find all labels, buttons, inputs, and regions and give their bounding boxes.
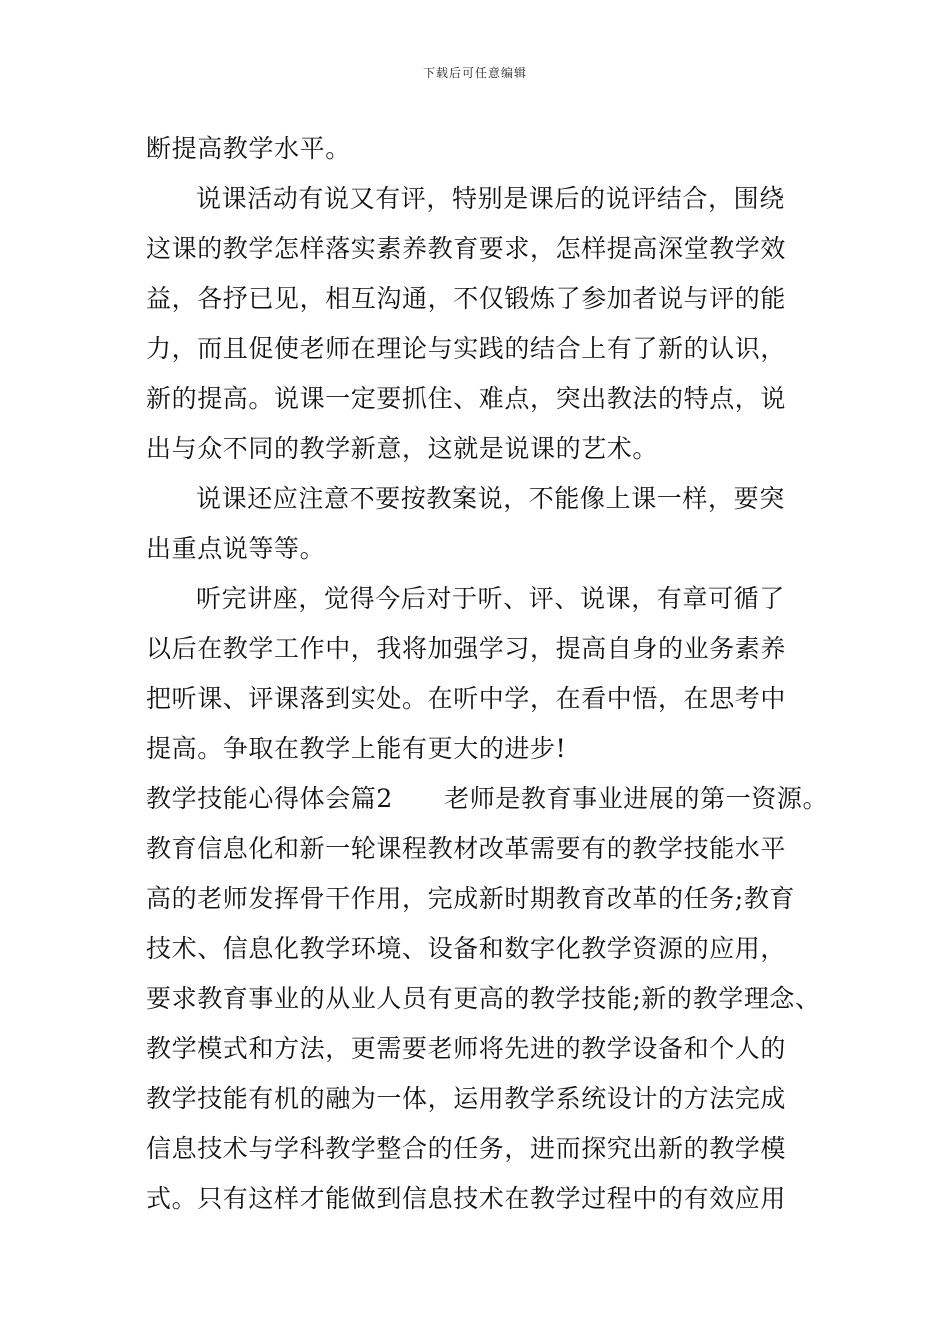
body-line: 出重点说等等。 [146, 534, 326, 563]
section-heading-line: 教学技能心得体会篇2 老师是教育事业进展的第一资源。 [146, 784, 829, 813]
body-line: 出与众不同的教学新意，这就是说课的艺术。 [146, 434, 659, 463]
page-header: 下载后可任意编辑 [422, 66, 527, 80]
paragraph-first-line: 说课还应注意不要按教案说，不能像上课一样，要突 [196, 484, 785, 513]
body-line: 新的提高。说课一定要抓住、难点，突出教法的特点，说 [146, 384, 787, 413]
paragraph-first-line: 听完讲座，觉得今后对于听、评、说课，有章可循了 [196, 584, 785, 613]
body-line: 这课的教学怎样落实素养教育要求，怎样提高深堂教学效 [146, 234, 787, 263]
body-line: 把听课、评课落到实处。在听中学，在看中悟，在思考中 [146, 684, 787, 713]
body-line: 断提高教学水平。 [146, 134, 351, 163]
body-line: 式。只有这样才能做到信息技术在教学过程中的有效应用 [146, 1184, 787, 1213]
body-line: 信息技术与学科教学整合的任务，进而探究出新的教学模 [146, 1134, 787, 1163]
body-line: 以后在教学工作中，我将加强学习，提高自身的业务素养 [146, 634, 787, 663]
body-line: 教学模式和方法，更需要老师将先进的教学设备和个人的 [146, 1034, 787, 1063]
body-line: 技术、信息化教学环境、设备和数字化教学资源的应用， [146, 934, 787, 963]
body-line: 教育信息化和新一轮课程教材改革需要有的教学技能水平 [146, 834, 787, 863]
body-line: 要求教育事业的从业人员有更高的教学技能;新的教学理念、 [146, 984, 821, 1013]
body-line: 提高。争取在教学上能有更大的进步! [146, 734, 567, 763]
body-line: 教学技能有机的融为一体，运用教学系统设计的方法完成 [146, 1084, 787, 1113]
body-line: 益，各抒已见，相互沟通，不仅锻炼了参加者说与评的能 [146, 284, 787, 313]
body-line: 高的老师发挥骨干作用，完成新时期教育改革的任务;教育 [146, 884, 796, 913]
paragraph-first-line: 说课活动有说又有评，特别是课后的说评结合，围绕 [196, 184, 785, 213]
body-line: 力，而且促使老师在理论与实践的结合上有了新的认识， [146, 334, 787, 363]
